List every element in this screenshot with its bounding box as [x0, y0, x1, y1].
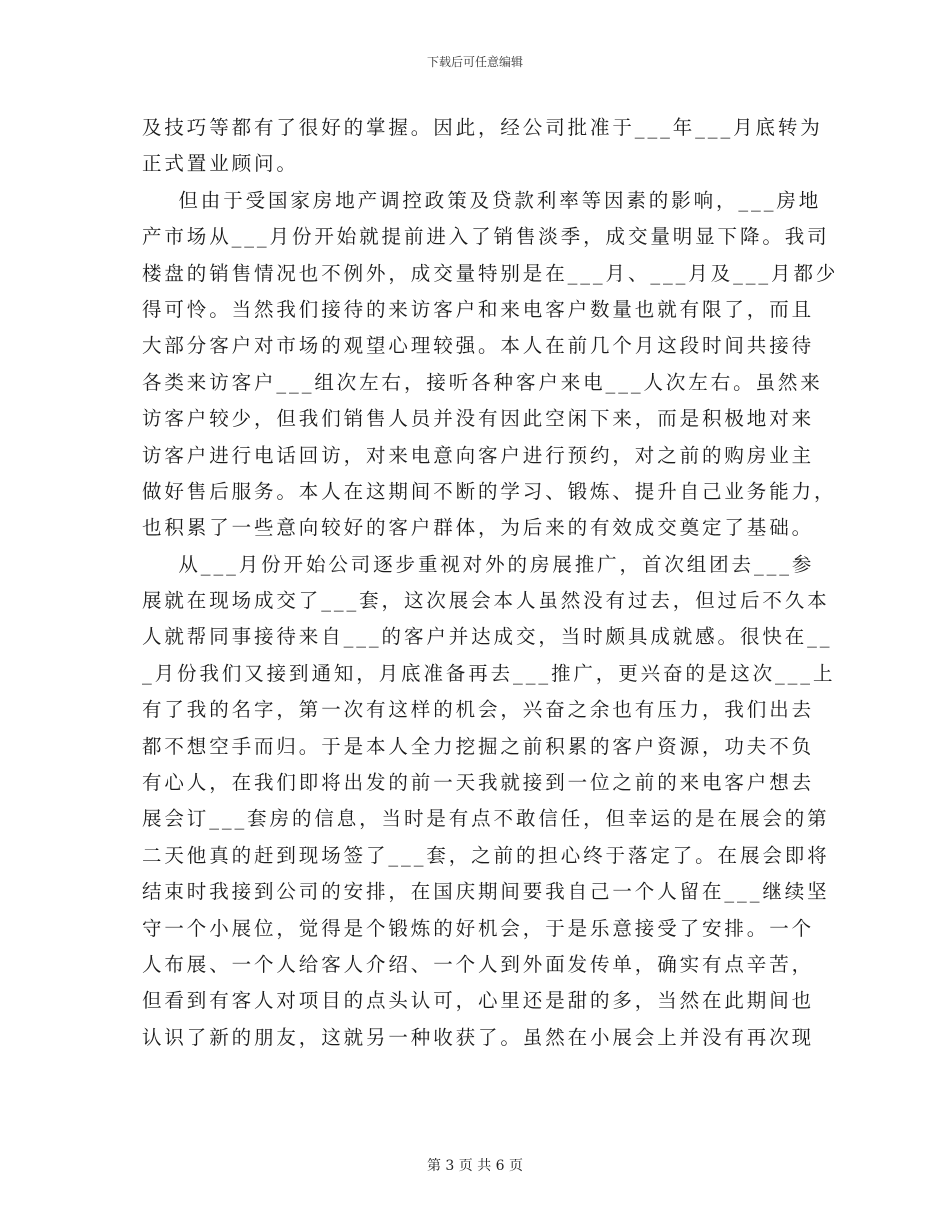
text-line: 结束时我接到公司的安排，在国庆期间要我自己一个人留在___继续坚	[142, 880, 830, 904]
text-line: 有心人，在我们即将出发的前一天我就接到一位之前的来电客户想去	[142, 771, 815, 795]
text-line: 认识了新的朋友，这就另一种收获了。虽然在小展会上并没有再次现	[142, 1025, 815, 1049]
text-line: 都不想空手而归。于是本人全力挖掘之前积累的客户资源，功夫不负	[142, 734, 815, 758]
text-line: 二天他真的赶到现场签了___套，之前的担心终于落定了。在展会即将	[142, 843, 830, 867]
text-line: 得可怜。当然我们接待的来访客户和来电客户数量也就有限了，而且	[142, 297, 815, 321]
text-line: 大部分客户对市场的观望心理较强。本人在前几个月这段时间共接待	[142, 334, 815, 358]
text-line: 访客户较少，但我们销售人员并没有因此空闲下来，而是积极地对来	[142, 407, 815, 431]
text-line: 人布展、一个人给客人介绍、一个人到外面发传单，确实有点辛苦，	[142, 952, 815, 976]
text-line: 楼盘的销售情况也不例外，成交量特别是在___月、___月及___月都少	[142, 261, 839, 285]
text-line: 但看到有客人对项目的点头认可，心里还是甜的多，当然在此期间也	[142, 989, 815, 1013]
text-line: 展就在现场成交了___套，这次展会本人虽然没有过去，但过后不久本	[142, 589, 830, 613]
text-line: 人就帮同事接待来自___的客户并达成交，当时颇具成就感。很快在__	[142, 625, 833, 649]
text-line: 也积累了一些意向较好的客户群体，为后来的有效成交奠定了基础。	[142, 516, 815, 540]
document-body	[142, 110, 839, 1056]
text-line: 及技巧等都有了很好的掌握。因此，经公司批准于___年___月底转为	[142, 116, 823, 139]
text-line: 各类来访客户___组次左右，接听各种客户来电___人次左右。虽然来	[142, 370, 823, 394]
text-line: 但由于受国家房地产调控政策及贷款利率等因素的影响，___房地	[142, 188, 822, 212]
text-line: 做好售后服务。本人在这期间不断的学习、锻炼、提升自己业务能力，	[142, 479, 837, 503]
text-line: _月份我们又接到通知，月底准备再去___推广，更兴奋的是这次___上	[142, 661, 836, 685]
text-line: 产市场从___月份开始就提前进入了销售淡季，成交量明显下降。我司	[142, 225, 830, 249]
text-line: 正式置业顾问。	[142, 152, 299, 176]
text-line: 有了我的名字，第一次有这样的机会，兴奋之余也有压力，我们出去	[142, 698, 815, 722]
text-line: 访客户进行电话回访，对来电意向客户进行预约，对之前的购房业主	[142, 443, 815, 467]
text-line: 展会订___套房的信息，当时是有点不敢信任，但幸运的是在展会的第	[142, 807, 830, 831]
page-footer: 第 3 页 共 6 页	[426, 1158, 524, 1174]
text-line: 从___月份开始公司逐步重视对外的房展推广，首次组团去___参	[142, 552, 815, 576]
text-line: 守一个小展位，觉得是个锻炼的好机会，于是乐意接受了安排。一个	[142, 916, 815, 940]
page-header: 下载后可任意编辑	[426, 55, 523, 69]
